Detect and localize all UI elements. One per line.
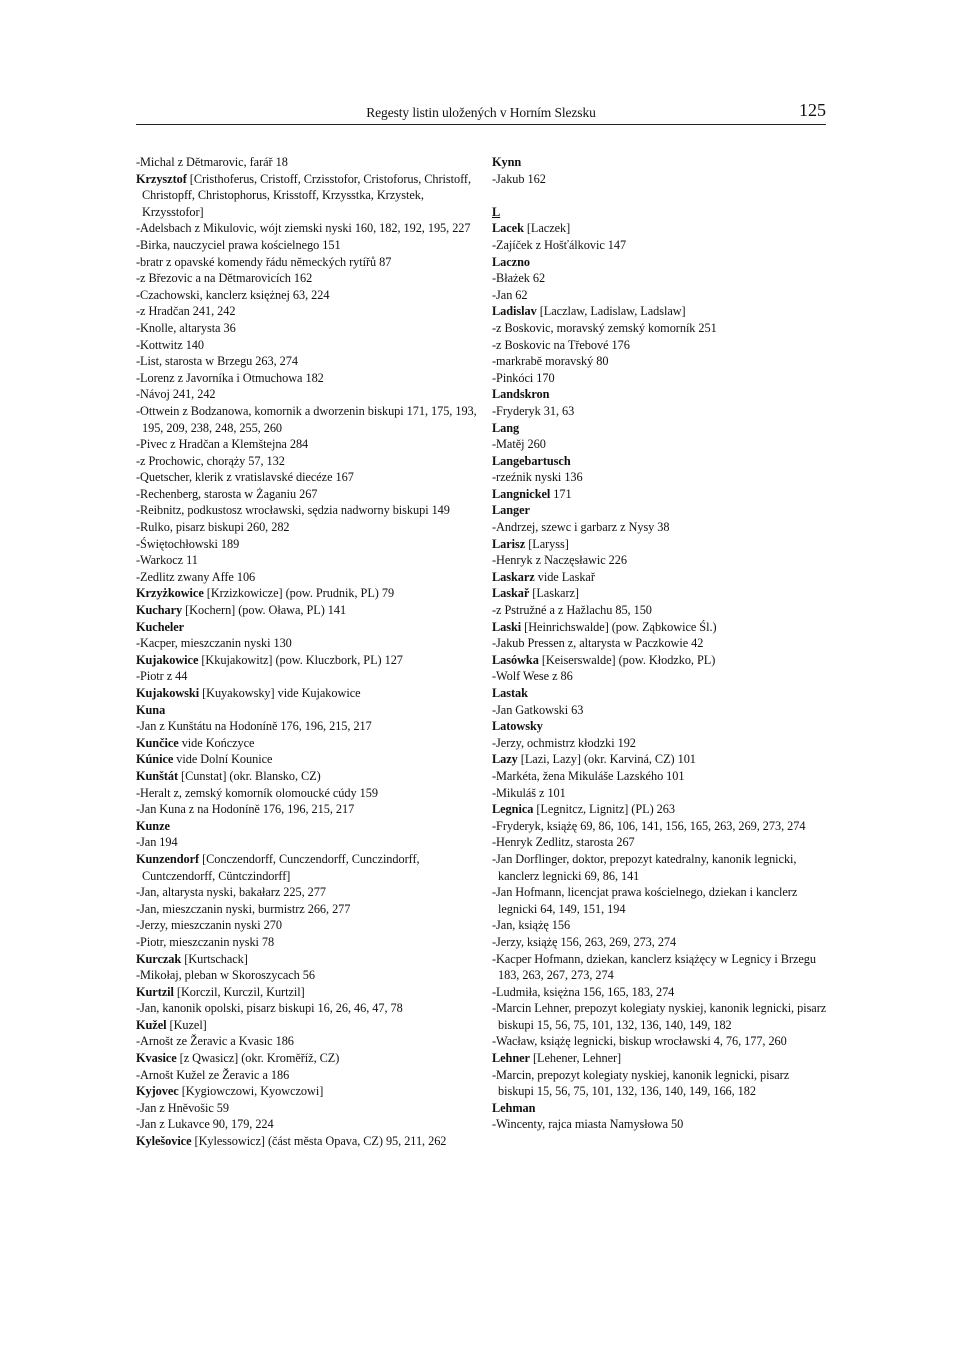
index-headword-entry: [492, 801, 827, 818]
index-subentry: [492, 287, 827, 304]
index-headword-entry: [492, 154, 827, 171]
index-headword-entry: [492, 685, 827, 702]
entry-text: [Kylessowicz] (část města Opava, CZ) 95, 211, 262: [191, 1134, 447, 1149]
headword: Kucheler: [136, 619, 185, 634]
index-subentry: [136, 486, 481, 503]
headword: Kurczak: [136, 951, 182, 966]
index-subentry: [492, 984, 827, 1001]
headword: Landskron: [492, 387, 550, 402]
headword: Legnica: [492, 802, 534, 817]
entry-text: -Lorenz z Javorníka i Otmuchowa 182: [136, 370, 324, 385]
headword: Langer: [492, 503, 530, 518]
index-subentry: [136, 469, 481, 486]
index-subentry: [492, 519, 827, 536]
index-subentry: [492, 702, 827, 719]
entry-text: -Jerzy, książę 156, 263, 269, 273, 274: [492, 934, 677, 949]
index-headword-entry: [492, 619, 827, 636]
index-headword-entry: [492, 585, 827, 602]
entry-text: -Arnošt ze Žeravic a Kvasic 186: [136, 1034, 294, 1049]
entry-text: [Laryss]: [525, 536, 569, 551]
running-title: Regesty listin uložených v Horním Slezsku: [366, 105, 596, 120]
entry-text: -Reibnitz, podkustosz wrocławski, sędzia nadworny biskupi 149: [136, 503, 450, 518]
headword: Kúnice: [136, 752, 174, 767]
index-subentry: [136, 1100, 481, 1117]
entry-text: -Wincenty, rajca miasta Namysłowa 50: [492, 1117, 684, 1132]
page-number: 125: [799, 100, 826, 120]
entry-text: -Jan, mieszczanin nyski, burmistrz 266, 277: [136, 901, 351, 916]
index-subentry: [136, 917, 481, 934]
entry-text: -Warkocz 11: [136, 553, 198, 568]
headword: Lehman: [492, 1100, 536, 1115]
index-subentry: [136, 934, 481, 951]
index-subentry: [492, 917, 827, 934]
index-headword-entry: [492, 751, 827, 768]
index-headword-entry: [136, 951, 481, 968]
index-headword-entry: [492, 1100, 827, 1117]
index-headword-entry: [492, 420, 827, 437]
index-subentry: [136, 1000, 481, 1017]
entry-text: -Jakub 162: [492, 171, 546, 186]
page-header: [136, 100, 826, 125]
headword: Latowsky: [492, 719, 543, 734]
entry-text: -Piotr, mieszczanin nyski 78: [136, 934, 275, 949]
entry-text: vide Kończyce: [178, 735, 255, 750]
index-subentry: [492, 951, 827, 984]
index-subentry: [136, 220, 481, 237]
entry-text: -Kacper Hofmann, dziekan, kanclerz książęcy w Legnicy i Brzegu 183, 263, 267, 273, 274: [492, 951, 816, 983]
entry-text: -Jerzy, mieszczanin nyski 270: [136, 918, 282, 933]
headword: Langebartusch: [492, 453, 571, 468]
index-headword-entry: [492, 1050, 827, 1067]
entry-text: [Krzizkowicze] (pow. Prudnik, PL) 79: [203, 586, 395, 601]
index-subentry: [136, 801, 481, 818]
headword: Kynn: [492, 155, 522, 169]
entry-text: vide Laskař: [534, 569, 595, 584]
headword: Laski: [492, 619, 522, 634]
headword: Kvasice: [136, 1051, 177, 1066]
headword: Krzyżkowice: [136, 586, 204, 601]
index-subentry: [492, 237, 827, 254]
index-subentry: [136, 1067, 481, 1084]
index-headword-entry: [136, 619, 481, 636]
headword: Lastak: [492, 686, 528, 700]
entry-text: [Lehener, Lehner]: [529, 1051, 622, 1066]
entry-text: -Rulko, pisarz biskupi 260, 282: [136, 520, 290, 535]
index-subentry: [492, 1000, 827, 1033]
index-subentry: [492, 270, 827, 287]
index-subentry: [136, 353, 481, 370]
index-subentry: [492, 818, 827, 835]
index-headword-entry: [492, 718, 827, 735]
index-subentry: [492, 884, 827, 917]
index-subentry: [136, 834, 481, 851]
index-subentry: [136, 1116, 481, 1133]
headword: Kunze: [136, 818, 170, 833]
index-headword-entry: [492, 453, 827, 470]
index-subentry: [492, 1033, 827, 1050]
index-subentry: [136, 502, 481, 519]
entry-text: -Návoj 241, 242: [136, 387, 216, 402]
index-headword-entry: [136, 585, 481, 602]
index-subentry: [136, 254, 481, 271]
headword: Kunčice: [136, 735, 179, 750]
entry-text: -Jan Kuna z na Hodoníně 176, 196, 215, 217: [136, 802, 355, 817]
entry-text: -z Březovic a na Dětmarovicích 162: [136, 271, 313, 286]
headword: Kujakowski: [136, 686, 200, 700]
entry-text: [Laczek]: [523, 221, 571, 236]
index-headword-entry: [136, 1083, 481, 1100]
entry-text: -Jan z Kunštátu na Hodoníně 176, 196, 215, 217: [136, 719, 372, 734]
index-headword-entry: [136, 602, 481, 619]
entry-text: -Henryk z Naczęsławic 226: [492, 553, 627, 568]
letter-heading: L: [492, 204, 501, 219]
index-subentry: [492, 834, 827, 851]
headword: Kužel: [136, 1017, 167, 1032]
entry-text: [Heinrichswalde] (pow. Ząbkowice Śl.): [521, 619, 717, 634]
index-subentry: [136, 403, 481, 436]
index-subentry: [136, 901, 481, 918]
entry-text: [Laskarz]: [529, 586, 579, 601]
entry-text: [Kkujakowitz] (pow. Kluczbork, PL) 127: [198, 652, 403, 667]
index-subentry: [136, 785, 481, 802]
entry-text: -Quetscher, klerik z vratislavské diecéze 167: [136, 470, 354, 485]
index-subentry: [492, 934, 827, 951]
entry-text: vide Dolní Kounice: [173, 752, 273, 767]
index-subentry: [492, 320, 827, 337]
entry-text: -Świętochłowski 189: [136, 536, 240, 551]
entry-text: -Knolle, altarysta 36: [136, 320, 236, 335]
index-headword-entry: [492, 254, 827, 271]
entry-text: -Jan 62: [492, 287, 528, 302]
index-headword-entry: [136, 685, 481, 702]
index-headword-entry: [492, 303, 827, 320]
index-headword-entry: [492, 502, 827, 519]
entry-text: -z Pstružné a z Hažlachu 85, 150: [492, 603, 652, 618]
index-subentry: [136, 536, 481, 553]
headword: Lacek: [492, 221, 524, 236]
index-headword-entry: [492, 569, 827, 586]
index-subentry: [492, 370, 827, 387]
index-subentry: [492, 337, 827, 354]
index-headword-entry: [136, 984, 481, 1001]
headword: Kurtzil: [136, 984, 174, 999]
entry-text: 171: [550, 486, 572, 501]
index-subentry: [136, 718, 481, 735]
entry-text: -bratr z opavské komendy řádu německých rytířů 87: [136, 254, 392, 269]
entry-text: -markrabě moravský 80: [492, 354, 609, 369]
entry-text: -Pivec z Hradčan a Klemštejna 284: [136, 437, 309, 452]
index-headword-entry: [136, 1050, 481, 1067]
entry-text: -List, starosta w Brzegu 263, 274: [136, 354, 298, 369]
entry-text: -Jan Hofmann, licencjat prawa kościelnego, dziekan i kanclerz legnicki 64, 149, 151, 194: [492, 885, 798, 916]
index-subentry: [136, 884, 481, 901]
entry-text: -Heralt z, zemský komorník olomoucké cúdy 159: [136, 785, 378, 800]
index-headword-entry: [136, 1133, 481, 1150]
index-subentry: [492, 635, 827, 652]
index-headword-entry: [136, 768, 481, 785]
index-subentry: [136, 370, 481, 387]
entry-text: -Mikuláš z 101: [492, 785, 566, 800]
index-headword-entry: [136, 851, 481, 884]
index-subentry: [136, 320, 481, 337]
headword: Larisz: [492, 536, 526, 551]
index-subentry: [492, 552, 827, 569]
index-column-left: [136, 154, 481, 1150]
entry-text: -Adelsbach z Mikulovic, wójt ziemski nyski 160, 182, 192, 195, 227: [136, 221, 471, 236]
index-subentry: [136, 337, 481, 354]
entry-text: -Rechenberg, starosta w Żaganiu 267: [136, 486, 318, 501]
headword: Lazy: [492, 752, 518, 767]
entry-text: [Legnitcz, Lignitz] (PL) 263: [533, 802, 675, 817]
entry-text: -Mikołaj, pleban w Skoroszycach 56: [136, 968, 315, 983]
entry-text: -Ottwein z Bodzanowa, komornik a dworzenin biskupi 171, 175, 193, 195, 209, 238, 248, 255, 260: [136, 403, 477, 435]
index-headword-entry: [492, 386, 827, 403]
index-headword-entry: [492, 220, 827, 237]
index-subentry: [136, 569, 481, 586]
entry-text: -Michal z Dětmarovic, farář 18: [136, 155, 288, 169]
index-subentry: [492, 469, 827, 486]
entry-text: -Jerzy, ochmistrz kłodzki 192: [492, 735, 636, 750]
index-subentry: [136, 237, 481, 254]
entry-text: -Piotr z 44: [136, 669, 188, 684]
headword: Laczno: [492, 254, 530, 269]
index-subentry: [492, 768, 827, 785]
index-subentry: [492, 785, 827, 802]
headword: Langnickel: [492, 486, 551, 501]
headword: Kyjovec: [136, 1084, 179, 1099]
index-subentry: [492, 171, 827, 188]
entry-text: -Zedlitz zwany Affe 106: [136, 569, 256, 584]
headword: Laskarz: [492, 569, 535, 584]
index-subentry: [136, 270, 481, 287]
headword: Lang: [492, 420, 520, 435]
entry-text: -Arnošt Kužel ze Žeravic a 186: [136, 1067, 290, 1082]
headword: Kuchary: [136, 603, 183, 618]
index-subentry: [492, 668, 827, 685]
entry-text: -Kottwitz 140: [136, 337, 204, 352]
index-headword-entry: [492, 536, 827, 553]
headword: Kujakowice: [136, 652, 199, 667]
entry-text: -Zajíček z Hošťálkovic 147: [492, 237, 627, 252]
entry-text: [Laczlaw, Ladislaw, Ladslaw]: [536, 304, 686, 319]
headword: Laskař: [492, 586, 530, 601]
entry-text: -Wolf Wese z 86: [492, 669, 573, 684]
entry-text: -Marcin Lehner, prepozyt kolegiaty nyskiej, kanonik legnicki, pisarz biskupi 15, 56, 75, 101, 132, 136, 140, 149, 182: [492, 1001, 827, 1032]
entry-text: [Conczendorff, Cunczendorff, Cunczindorff, Cuntczendorff, Cüntczindorff]: [142, 851, 420, 883]
entry-text: -Jan 194: [136, 835, 178, 850]
index-headword-entry: [136, 735, 481, 752]
entry-text: -Jan Gatkowski 63: [492, 702, 584, 717]
headword: Kylešovice: [136, 1134, 192, 1149]
entry-text: [Kuzel]: [166, 1017, 207, 1032]
entry-text: -Kacper, mieszczanin nyski 130: [136, 636, 292, 651]
entry-text: -rzeźnik nyski 136: [492, 470, 583, 485]
headword: Kuna: [136, 702, 166, 717]
index-subentry: [136, 154, 481, 171]
index-subentry: [136, 1033, 481, 1050]
entry-text: [Lazi, Lazy] (okr. Karviná, CZ) 101: [517, 752, 696, 767]
index-subentry: [492, 436, 827, 453]
entry-text: -Markéta, žena Mikuláše Lazského 101: [492, 768, 685, 783]
headword: Lehner: [492, 1051, 530, 1066]
entry-text: [Kurtschack]: [181, 951, 248, 966]
index-subentry: [492, 353, 827, 370]
index-subentry: [492, 735, 827, 752]
index-headword-entry: [136, 751, 481, 768]
entry-text: [Cunstat] (okr. Blansko, CZ): [178, 768, 321, 783]
index-headword-entry: [492, 652, 827, 669]
index-headword-entry: [136, 702, 481, 719]
entry-text: -Błażek 62: [492, 271, 546, 286]
index-subentry: [136, 552, 481, 569]
entry-text: [z Qwasicz] (okr. Kroměříž, CZ): [176, 1051, 340, 1066]
index-subentry: [136, 453, 481, 470]
entry-text: -Jan, altarysta nyski, bakałarz 225, 277: [136, 885, 326, 900]
entry-text: -Jan Dorflinger, doktor, prepozyt katedralny, kanonik legnicki, kanclerz legnicki 69, 86, 141: [492, 851, 797, 883]
headword: Kunzendorf: [136, 851, 200, 866]
index-headword-entry: [492, 486, 827, 503]
entry-text: -Pinkóci 170: [492, 370, 555, 385]
entry-text: -Andrzej, szewc i garbarz z Nysy 38: [492, 520, 670, 535]
index-subentry: [492, 1067, 827, 1100]
entry-text: [Korczil, Kurczil, Kurtzil]: [173, 984, 305, 999]
index-column-right: [492, 154, 827, 1133]
entry-text: -z Boskovic, moravský zemský komorník 251: [492, 320, 717, 335]
entry-text: -Birka, nauczyciel prawa kościelnego 151: [136, 237, 341, 252]
index-headword-entry: [136, 818, 481, 835]
index-subentry: [136, 287, 481, 304]
entry-text: -Jan, książę 156: [492, 918, 571, 933]
entry-text: -Henryk Zedlitz, starosta 267: [492, 835, 635, 850]
index-headword-entry: [136, 652, 481, 669]
entry-text: -Wacław, książę legnicki, biskup wrocławski 4, 76, 177, 260: [492, 1034, 787, 1049]
entry-text: [Kygiowczowi, Kyowczowi]: [178, 1084, 324, 1099]
entry-text: -z Prochowic, chorąży 57, 132: [136, 453, 285, 468]
index-subentry: [136, 519, 481, 536]
index-subentry: [492, 403, 827, 420]
entry-text: [Kuyakowsky] vide Kujakowice: [199, 686, 361, 700]
index-subentry: [136, 635, 481, 652]
index-subentry: [136, 436, 481, 453]
headword: Ladislav: [492, 304, 537, 319]
headword: Lasówka: [492, 652, 539, 667]
entry-text: [Cristhoferus, Cristoff, Crzisstofor, Cristoforus, Christoff, Christopff, Christophorus, Krisstoff, Krzysstka, Krzystek, Krzysstofor]: [142, 171, 471, 219]
entry-text: -Jan, kanonik opolski, pisarz biskupi 16, 26, 46, 47, 78: [136, 1001, 403, 1016]
entry-text: -Jan z Lukavce 90, 179, 224: [136, 1117, 274, 1132]
index-subentry: [492, 1116, 827, 1133]
entry-text: -Ludmiła, księżna 156, 165, 183, 274: [492, 984, 675, 999]
entry-text: -Marcin, prepozyt kolegiaty nyskiej, kanonik legnicki, pisarz biskupi 15, 56, 75, 101, 132, 136, 140, 149, 166, 182: [492, 1067, 790, 1099]
index-subentry: [492, 602, 827, 619]
index-headword-entry: [136, 171, 481, 221]
headword: Kunštát: [136, 768, 179, 783]
index-subentry: [136, 303, 481, 320]
entry-text: -Czachowski, kanclerz księżnej 63, 224: [136, 287, 330, 302]
entry-text: -Jakub Pressen z, altarysta w Paczkowie 42: [492, 636, 704, 651]
entry-text: [Keiserswalde] (pow. Kłodzko, PL): [538, 652, 716, 667]
headword: Krzysztof: [136, 171, 187, 186]
index-headword-entry: [136, 1017, 481, 1034]
entry-text: -z Boskovic na Třebové 176: [492, 337, 630, 352]
entry-text: -Fryderyk 31, 63: [492, 403, 575, 418]
entry-text: [Kochern] (pow. Oława, PL) 141: [182, 603, 347, 618]
index-subentry: [492, 851, 827, 884]
index-subentry: [136, 967, 481, 984]
index-subentry: [136, 386, 481, 403]
entry-text: -Fryderyk, książę 69, 86, 106, 141, 156, 165, 263, 269, 273, 274: [492, 818, 806, 833]
entry-text: -z Hradčan 241, 242: [136, 304, 236, 319]
entry-text: -Matěj 260: [492, 437, 546, 452]
index-subentry: [136, 668, 481, 685]
entry-text: -Jan z Hněvošic 59: [136, 1100, 230, 1115]
